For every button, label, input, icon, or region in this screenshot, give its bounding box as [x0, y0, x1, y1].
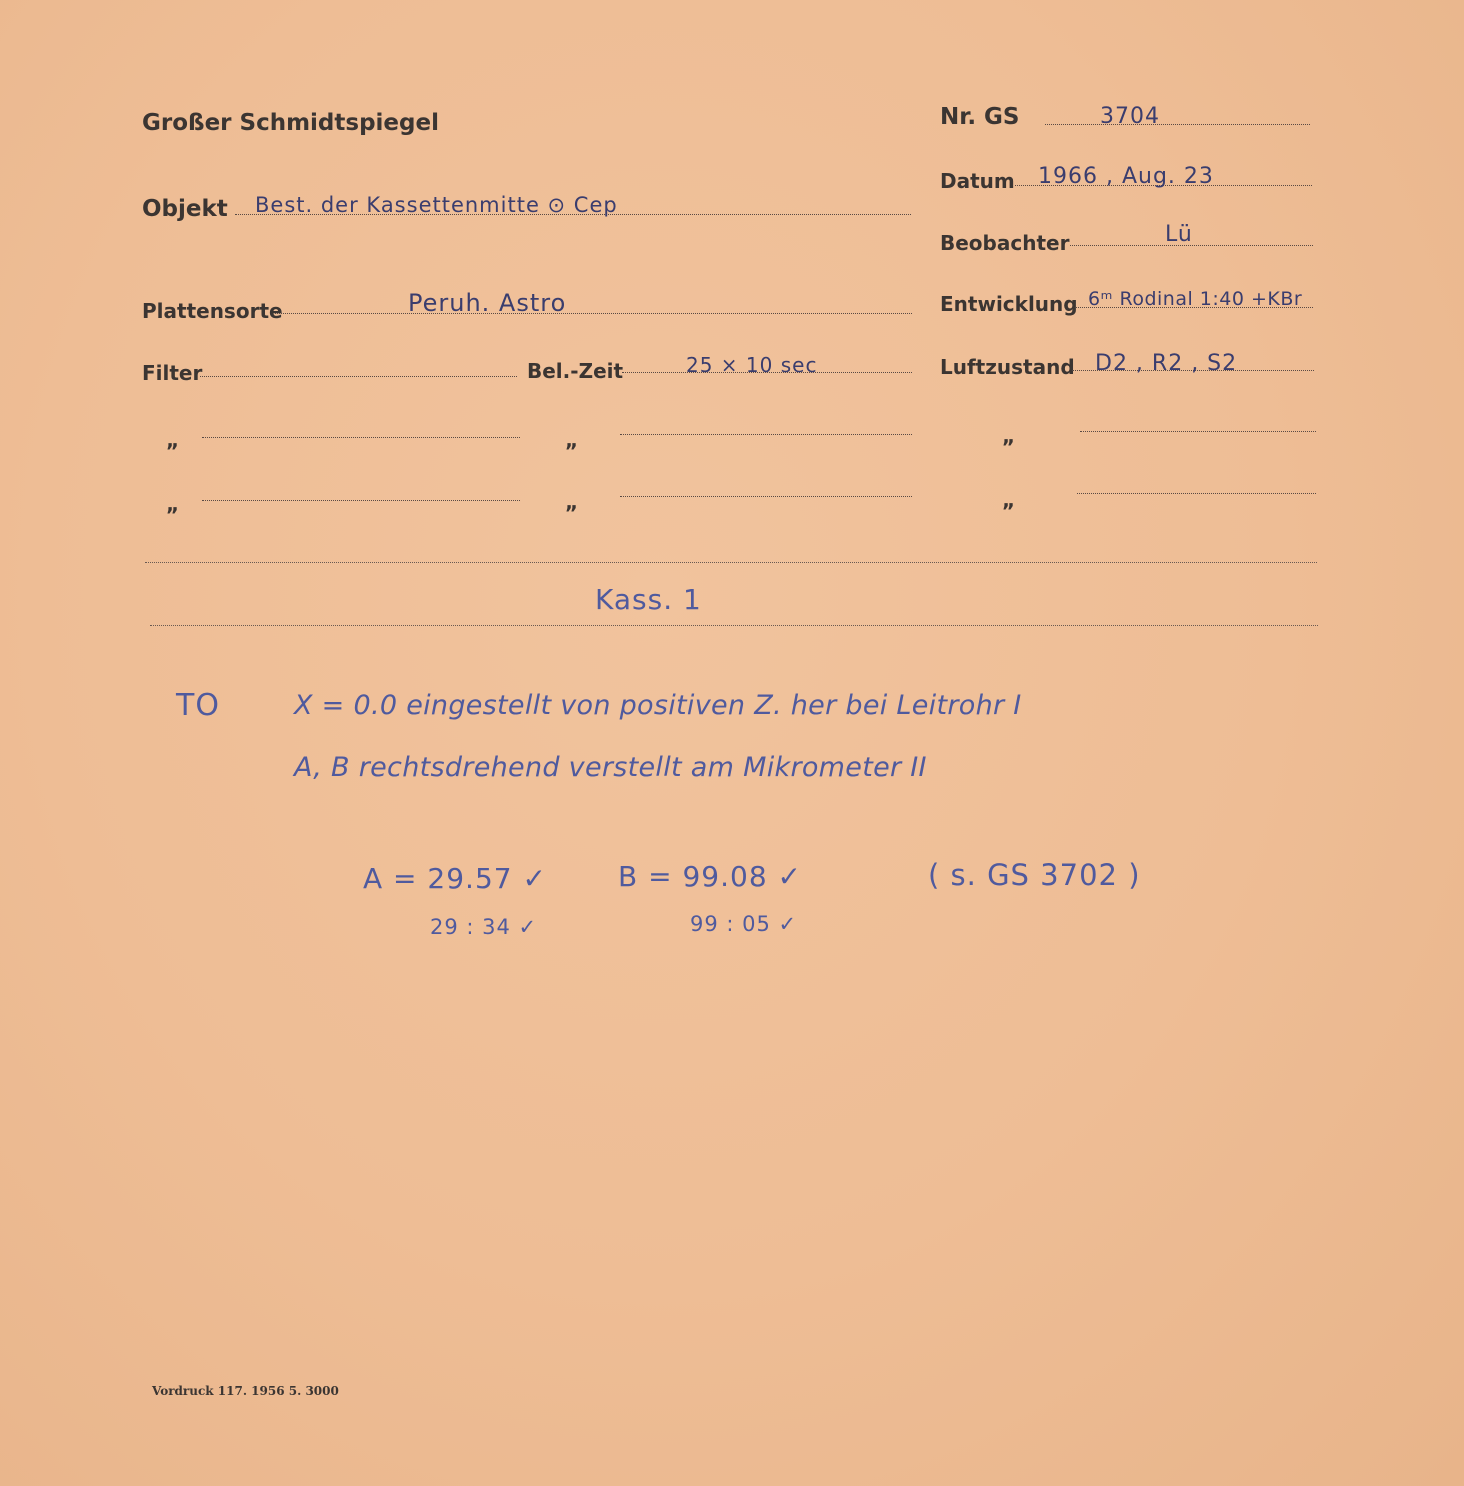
luftzustand-value: D2 , R2 , S2: [1095, 351, 1238, 376]
b-sub-value: 99 : 05 ✓: [690, 912, 798, 936]
separator-line: [150, 625, 1318, 626]
reference-note: ( s. GS 3702 ): [928, 858, 1141, 892]
ditto-mark: „: [565, 490, 579, 514]
plattensorte-line: [275, 313, 912, 314]
blank-line: [1077, 493, 1316, 494]
plattensorte-label: Plattensorte: [142, 299, 283, 323]
filter-line: [200, 376, 517, 377]
datum-label: Datum: [940, 169, 1015, 193]
form-title: Großer Schmidtspiegel: [142, 110, 439, 136]
blank-line: [620, 496, 912, 497]
form-footer: Vordruck 117. 1956 5. 3000: [152, 1384, 339, 1398]
a-sub-value: 29 : 34 ✓: [430, 915, 538, 939]
ditto-mark: „: [166, 428, 180, 452]
objekt-value: Best. der Kassettenmitte ⊙ Cep: [255, 193, 618, 217]
note-line-1: X = 0.0 eingestellt von positiven Z. her bei Leitrohr I: [294, 690, 1022, 721]
objekt-label: Objekt: [142, 196, 228, 222]
separator-line: [145, 562, 1317, 563]
a-value: A = 29.57 ✓: [363, 862, 547, 895]
datum-value: 1966 , Aug. 23: [1038, 164, 1214, 189]
belzeit-label: Bel.-Zeit: [527, 359, 624, 383]
entwicklung-label: Entwicklung: [940, 292, 1078, 316]
plattensorte-value: Peruh. Astro: [408, 289, 567, 317]
nr-gs-label: Nr. GS: [940, 104, 1020, 130]
entwicklung-value: 6ᵐ Rodinal 1:40 +KBr: [1088, 288, 1303, 310]
nr-gs-line: [1045, 124, 1310, 125]
beobachter-value: Lü: [1165, 222, 1193, 247]
ditto-mark: „: [1002, 424, 1016, 448]
ditto-mark: „: [565, 428, 579, 452]
note-line-2: A, B rechtsdrehend verstellt am Mikrometer II: [294, 752, 927, 783]
beobachter-label: Beobachter: [940, 231, 1070, 255]
blank-line: [1080, 431, 1316, 432]
blank-line: [202, 500, 520, 501]
ditto-mark: „: [166, 492, 180, 516]
luftzustand-label: Luftzustand: [940, 355, 1075, 379]
b-value: B = 99.08 ✓: [618, 860, 802, 893]
to-note: TO: [176, 688, 220, 723]
kass-note: Kass. 1: [595, 583, 702, 616]
belzeit-value: 25 × 10 sec: [686, 353, 818, 377]
blank-line: [620, 434, 912, 435]
ditto-mark: „: [1002, 488, 1016, 512]
nr-gs-value: 3704: [1100, 104, 1160, 129]
blank-line: [202, 437, 520, 438]
filter-label: Filter: [142, 361, 203, 385]
